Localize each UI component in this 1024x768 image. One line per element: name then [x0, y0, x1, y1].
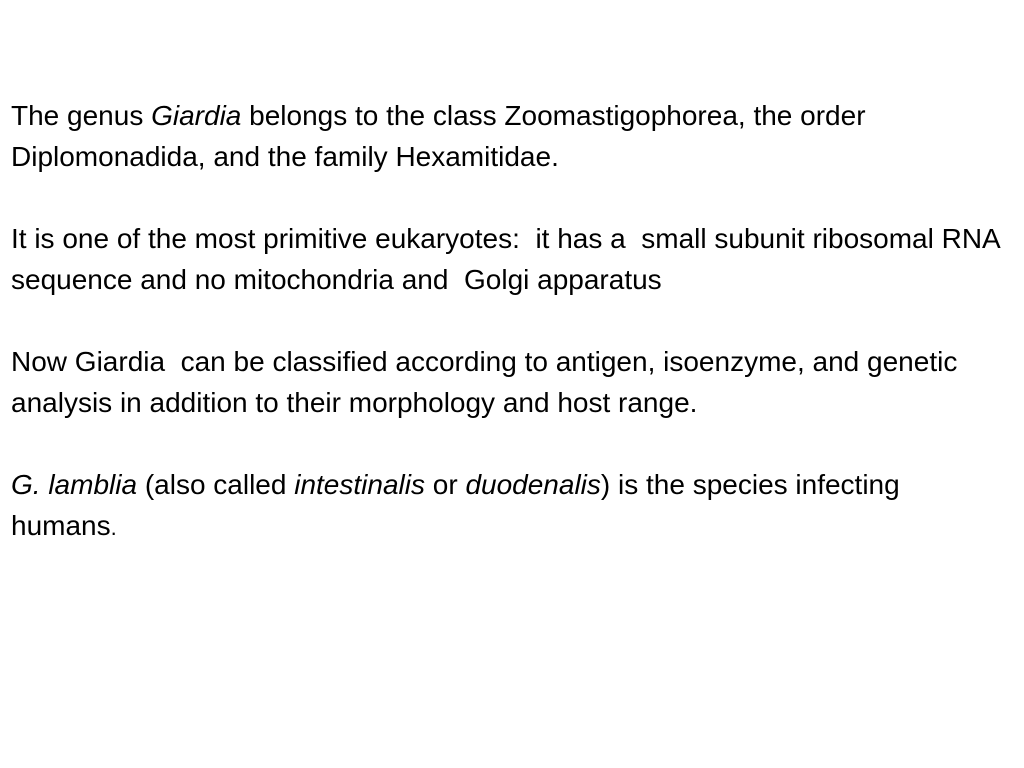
genus-name-giardia: Giardia [151, 100, 242, 131]
species-name-g-lamblia: G. lamblia [11, 469, 138, 500]
genus-classification-text: belongs to the class Zoomastigophorea, the order Diplomonadida, and the family Hexamitidae. [11, 100, 874, 172]
paragraph-classification-methods [11, 341, 1011, 423]
classification-methods-text: Now Giardia can be classified according to antigen, isoenzyme, and genetic analysis in addition to their morphology and host range. [11, 346, 966, 418]
closing-period: . [110, 515, 117, 540]
genus-intro-text: The genus [11, 100, 152, 131]
or-text: or [424, 469, 466, 500]
synonym-intestinalis: intestinalis [294, 469, 425, 500]
synonym-duodenalis: duodenalis [465, 469, 601, 500]
slide-body [11, 95, 1011, 548]
paragraph-human-species [11, 464, 1011, 548]
paragraph-primitive-eukaryote [11, 218, 1011, 300]
also-called-text: (also called [137, 469, 295, 500]
paragraph-genus-classification [11, 95, 1011, 177]
primitive-eukaryote-text: It is one of the most primitive eukaryotes: it has a small subunit ribosomal RNA sequence and no mitochondria and Golgi apparatus [11, 223, 1007, 295]
species-infecting-humans-text: ) is the species infecting humans [11, 469, 908, 541]
